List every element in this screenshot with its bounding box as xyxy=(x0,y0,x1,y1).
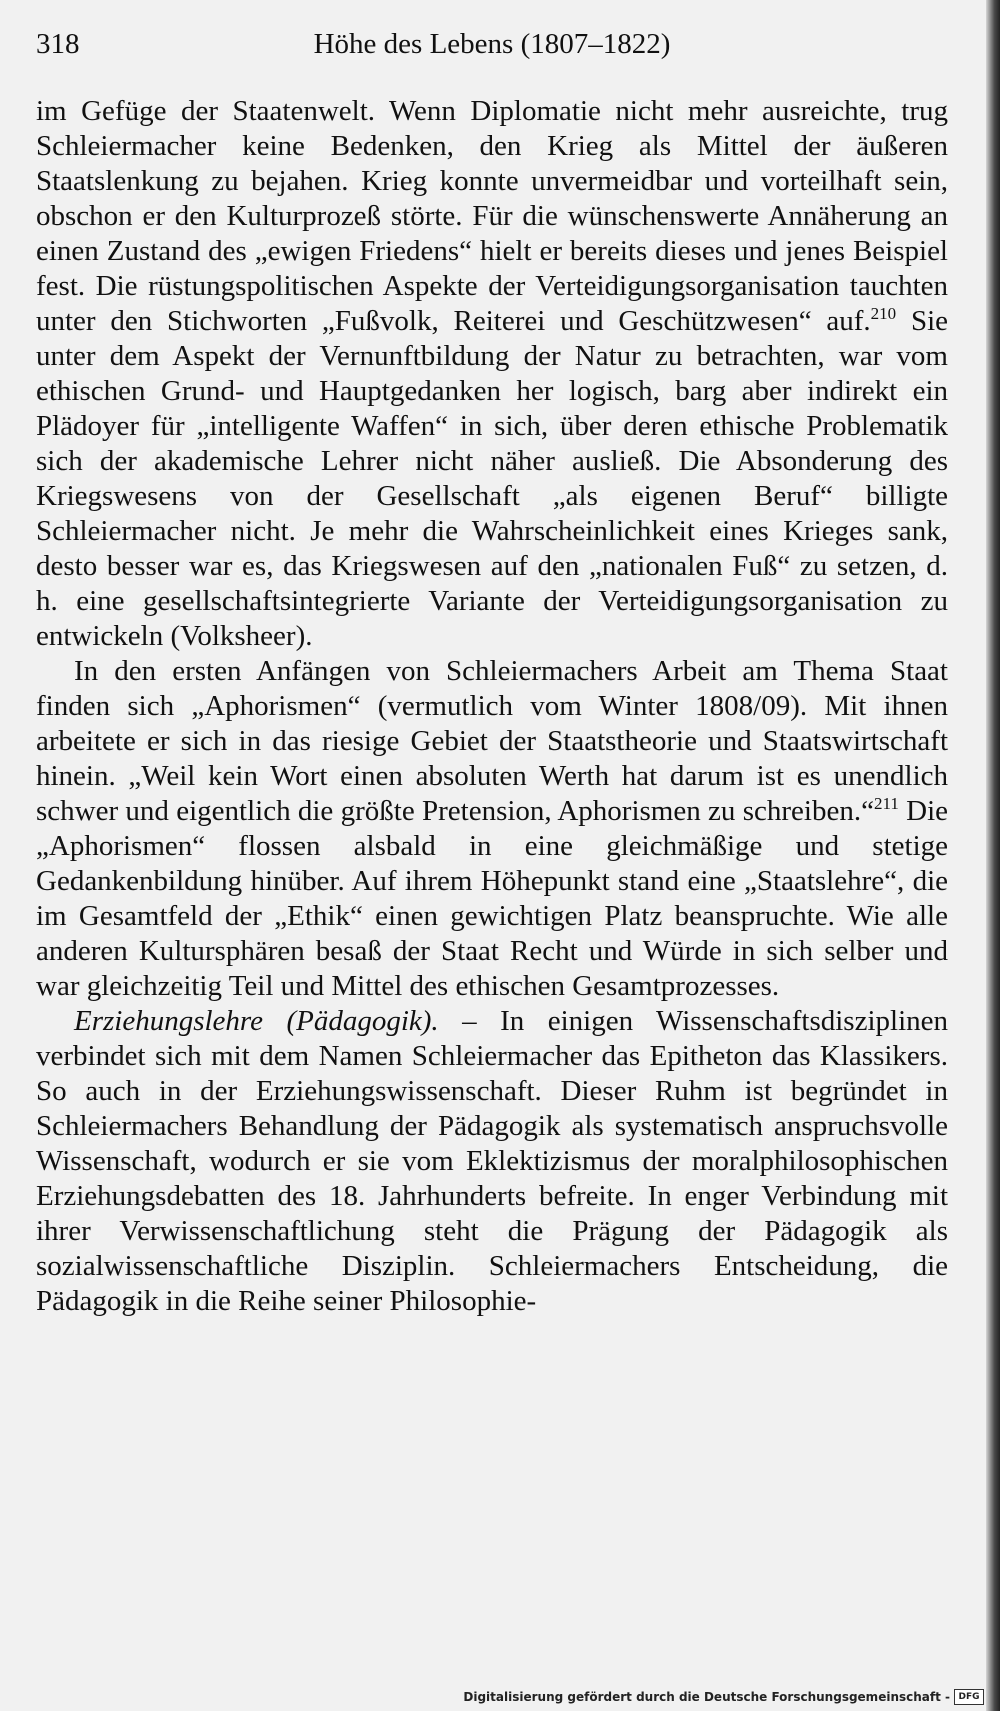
page-edge-shadow xyxy=(986,0,1000,1711)
paragraph-3 xyxy=(36,1004,948,1319)
section-heading-inline: Erziehungslehre (Pädagogik). xyxy=(74,1005,439,1037)
paragraph-text: Sie unter dem Aspekt der Vernunftbildung der Natur zu betrachten, war vom ethischen Grund- und Hauptgedanken her logisch, barg aber indirekt ein Plädoyer für „intelligente Waffen“ in sich, über deren ethische Problematik sich der akademische Lehrer nicht näher ausließ. Die Absonderung des Kriegswesens von der Gesellschaft „als eigenen Beruf“ billigte Schleiermacher nicht. Je mehr die Wahrscheinlichkeit eines Krieges sank, desto besser war es, das Kriegswesen auf den „nationalen Fuß“ zu setzen, d. h. eine gesellschaftsintegrierte Variante der Verteidigungsorganisation zu entwickeln (Volksheer). xyxy=(36,305,949,652)
footnote-ref-210[interactable]: 210 xyxy=(870,304,897,323)
page-header xyxy=(36,28,948,68)
body-text xyxy=(36,94,948,1319)
paragraph-text: – In einigen Wissenschaftsdisziplinen verbindet sich mit dem Namen Schleiermacher das Epitheton das Klassikers. So auch in der Erziehungswissenschaft. Dieser Ruhm ist begründet in Schleiermachers Behandlung der Pädagogik als systematisch anspruchsvolle Wissenschaft, wodurch er sie vom Eklektizismus der moralphilosophischen Erziehungsdebatten des 18. Jahrhunderts befreite. In enger Verbindung mit ihrer Verwissenschaftlichung steht die Prägung der Pädagogik als sozialwissenschaftliche Disziplin. Schleiermachers Entscheidung, die Pädagogik in die Reihe seiner Philosophie- xyxy=(36,1005,948,1317)
paragraph-text: im Gefüge der Staatenwelt. Wenn Diplomatie nicht mehr ausreichte, trug Schleiermacher keine Bedenken, den Krieg als Mittel der äußeren Staatslenkung zu bejahen. Krieg konnte unvermeidbar und vorteilhaft sein, obschon er den Kulturprozeß störte. Für die wünschenswerte Annäherung an einen Zustand des „ewigen Friedens“ hielt er bereits dieses und jenes Beispiel fest. Die rüstungspolitischen Aspekte der Verteidigungsorganisation tauchten unter den Stichworten „Fußvolk, Reiterei und Geschützwesen“ auf. xyxy=(36,95,948,337)
paragraph-1 xyxy=(36,94,948,654)
paragraph-text: In den ersten Anfängen von Schleiermachers Arbeit am Thema Staat finden sich „Aphorismen“ (vermutlich vom Winter 1808/09). Mit ihnen arbeitete er sich in das riesige Gebiet der Staatstheorie und Staatswirtschaft hinein. „Weil kein Wort einen absoluten Werth hat darum ist es unendlich schwer und eigentlich die größte Pretension, Aphorismen zu schreiben.“ xyxy=(36,655,948,827)
digitization-credit: Digitalisierung gefördert durch die Deutsche Forschungsgemeinschaft - xyxy=(463,1690,950,1704)
footnote-ref-211[interactable]: 211 xyxy=(873,794,899,813)
running-title: Höhe des Lebens (1807–1822) xyxy=(313,28,671,60)
dfg-logo-icon: DFG xyxy=(954,1689,984,1705)
page-number: 318 xyxy=(36,28,80,60)
paragraph-2 xyxy=(36,654,948,1004)
digitization-footer xyxy=(463,1689,984,1705)
paragraph-text: Die „Aphorismen“ flossen alsbald in eine gleichmäßige und stetige Gedankenbildung hinüber. Auf ihrem Höhepunkt stand eine „Staatslehre“, die im Gesamtfeld der „Ethik“ einen gewichtigen Platz beanspruchte. Wie alle anderen Kultursphären besaß der Staat Recht und Würde in sich selber und war gleichzeitig Teil und Mittel des ethischen Gesamtprozesses. xyxy=(36,795,949,1002)
